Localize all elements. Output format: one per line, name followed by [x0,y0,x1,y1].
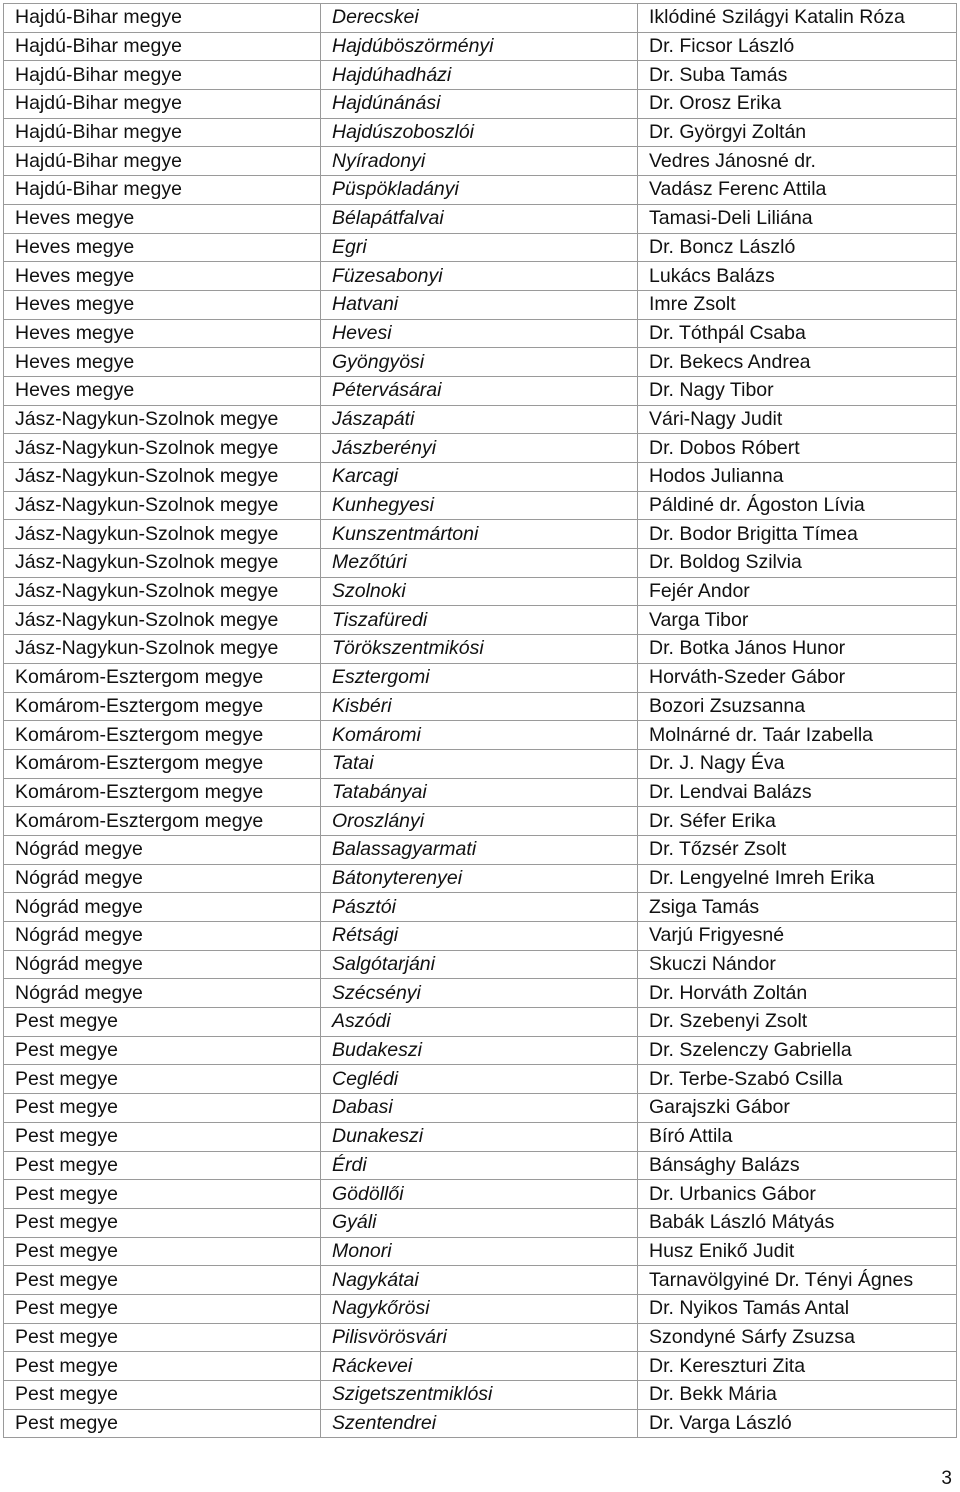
name-cell: Dr. Nagy Tibor [638,376,957,405]
county-cell: Komárom-Esztergom megye [4,721,321,750]
table-row [4,749,957,778]
court-cell: Gyáli [321,1208,638,1237]
table-row [4,1352,957,1381]
name-cell: Varjú Frigyesné [638,922,957,951]
court-cell: Pétervásárai [321,376,638,405]
table-row [4,1151,957,1180]
table-row [4,4,957,33]
court-cell: Oroszlányi [321,807,638,836]
county-cell: Pest megye [4,1036,321,1065]
name-cell: Imre Zsolt [638,290,957,319]
court-cell: Aszódi [321,1008,638,1037]
county-cell: Jász-Nagykun-Szolnok megye [4,549,321,578]
court-roster-table [3,3,957,1438]
court-cell: Hajdúnánási [321,90,638,119]
table-row [4,32,957,61]
court-cell: Bélapátfalvai [321,204,638,233]
court-cell: Monori [321,1237,638,1266]
name-cell: Horváth-Szeder Gábor [638,663,957,692]
name-cell: Molnárné dr. Taár Izabella [638,721,957,750]
name-cell: Dr. Szebenyi Zsolt [638,1008,957,1037]
name-cell: Zsiga Tamás [638,893,957,922]
county-cell: Pest megye [4,1094,321,1123]
county-cell: Jász-Nagykun-Szolnok megye [4,577,321,606]
name-cell: Dr. Lendvai Balázs [638,778,957,807]
county-cell: Hajdú-Bihar megye [4,176,321,205]
county-cell: Pest megye [4,1237,321,1266]
table-row [4,979,957,1008]
county-cell: Nógrád megye [4,950,321,979]
table-row [4,922,957,951]
county-cell: Jász-Nagykun-Szolnok megye [4,606,321,635]
name-cell: Dr. Bodor Brigitta Tímea [638,520,957,549]
name-cell: Dr. Séfer Erika [638,807,957,836]
county-cell: Pest megye [4,1008,321,1037]
court-cell: Gyöngyösi [321,348,638,377]
county-cell: Heves megye [4,290,321,319]
county-cell: Pest megye [4,1294,321,1323]
table-row [4,1065,957,1094]
name-cell: Dr. Botka János Hunor [638,635,957,664]
county-cell: Nógrád megye [4,922,321,951]
table-row [4,635,957,664]
name-cell: Tarnavölgyiné Dr. Tényi Ágnes [638,1266,957,1295]
court-cell: Szécsényi [321,979,638,1008]
name-cell: Dr. Dobos Róbert [638,434,957,463]
county-cell: Jász-Nagykun-Szolnok megye [4,491,321,520]
name-cell: Bíró Attila [638,1122,957,1151]
court-cell: Budakeszi [321,1036,638,1065]
court-cell: Püspökladányi [321,176,638,205]
court-cell: Szolnoki [321,577,638,606]
court-cell: Jászapáti [321,405,638,434]
county-cell: Heves megye [4,262,321,291]
table-row [4,262,957,291]
table-row [4,577,957,606]
county-cell: Jász-Nagykun-Szolnok megye [4,520,321,549]
table-row [4,147,957,176]
county-cell: Jász-Nagykun-Szolnok megye [4,434,321,463]
county-cell: Heves megye [4,376,321,405]
table-row [4,606,957,635]
court-cell: Egri [321,233,638,262]
name-cell: Vári-Nagy Judit [638,405,957,434]
table-row [4,1208,957,1237]
name-cell: Dr. Bekk Mária [638,1381,957,1410]
table-row [4,1381,957,1410]
county-cell: Komárom-Esztergom megye [4,663,321,692]
court-cell: Nagykátai [321,1266,638,1295]
name-cell: Páldiné dr. Ágoston Lívia [638,491,957,520]
table-row [4,405,957,434]
county-cell: Jász-Nagykun-Szolnok megye [4,635,321,664]
table-row [4,376,957,405]
table-row [4,950,957,979]
county-cell: Pest megye [4,1208,321,1237]
name-cell: Dr. Nyikos Tamás Antal [638,1294,957,1323]
county-cell: Jász-Nagykun-Szolnok megye [4,463,321,492]
name-cell: Varga Tibor [638,606,957,635]
court-cell: Nagykőrösi [321,1294,638,1323]
county-cell: Hajdú-Bihar megye [4,118,321,147]
table-row [4,1409,957,1438]
table-row [4,61,957,90]
name-cell: Iklódiné Szilágyi Katalin Róza [638,4,957,33]
name-cell: Vedres Jánosné dr. [638,147,957,176]
county-cell: Nógrád megye [4,864,321,893]
table-row [4,1266,957,1295]
name-cell: Husz Enikő Judit [638,1237,957,1266]
county-cell: Heves megye [4,204,321,233]
name-cell: Szondyné Sárfy Zsuzsa [638,1323,957,1352]
court-cell: Balassagyarmati [321,835,638,864]
county-cell: Nógrád megye [4,893,321,922]
table-row [4,118,957,147]
county-cell: Hajdú-Bihar megye [4,32,321,61]
court-cell: Mezőtúri [321,549,638,578]
court-cell: Pásztói [321,893,638,922]
name-cell: Dr. Horváth Zoltán [638,979,957,1008]
county-cell: Hajdú-Bihar megye [4,90,321,119]
court-cell: Hatvani [321,290,638,319]
court-cell: Pilisvörösvári [321,1323,638,1352]
table-row [4,1237,957,1266]
name-cell: Dr. Szelenczy Gabriella [638,1036,957,1065]
table-row [4,663,957,692]
table-row [4,290,957,319]
court-cell: Bátonyterenyei [321,864,638,893]
court-cell: Tiszafüredi [321,606,638,635]
county-cell: Pest megye [4,1352,321,1381]
court-cell: Hevesi [321,319,638,348]
name-cell: Dr. Kereszturi Zita [638,1352,957,1381]
name-cell: Lukács Balázs [638,262,957,291]
court-cell: Szigetszentmiklósi [321,1381,638,1410]
table-row [4,491,957,520]
court-cell: Derecskei [321,4,638,33]
table-row [4,1094,957,1123]
county-cell: Heves megye [4,233,321,262]
county-cell: Pest megye [4,1180,321,1209]
county-cell: Pest megye [4,1266,321,1295]
name-cell: Dr. Orosz Erika [638,90,957,119]
county-cell: Heves megye [4,348,321,377]
table-row [4,1323,957,1352]
table-row [4,1180,957,1209]
county-cell: Komárom-Esztergom megye [4,778,321,807]
name-cell: Fejér Andor [638,577,957,606]
county-cell: Komárom-Esztergom megye [4,692,321,721]
court-cell: Gödöllői [321,1180,638,1209]
name-cell: Dr. Bekecs Andrea [638,348,957,377]
table-row [4,1008,957,1037]
court-cell: Dunakeszi [321,1122,638,1151]
name-cell: Dr. Lengyelné Imreh Erika [638,864,957,893]
name-cell: Skuczi Nándor [638,950,957,979]
table-row [4,520,957,549]
court-cell: Szentendrei [321,1409,638,1438]
court-cell: Ráckevei [321,1352,638,1381]
name-cell: Bánsághy Balázs [638,1151,957,1180]
name-cell: Dr. Ficsor László [638,32,957,61]
court-cell: Karcagi [321,463,638,492]
court-cell: Ceglédi [321,1065,638,1094]
court-cell: Füzesabonyi [321,262,638,291]
name-cell: Dr. Boncz László [638,233,957,262]
county-cell: Pest megye [4,1065,321,1094]
table-row [4,1036,957,1065]
court-cell: Tatabányai [321,778,638,807]
table-row [4,90,957,119]
name-cell: Dr. Urbanics Gábor [638,1180,957,1209]
name-cell: Dr. Suba Tamás [638,61,957,90]
page-number: 3 [941,1468,952,1489]
county-cell: Nógrád megye [4,835,321,864]
name-cell: Dr. Boldog Szilvia [638,549,957,578]
court-cell: Hajdúhadházi [321,61,638,90]
name-cell: Dr. Tőzsér Zsolt [638,835,957,864]
court-cell: Hajdúszoboszlói [321,118,638,147]
table-row [4,348,957,377]
name-cell: Bozori Zsuzsanna [638,692,957,721]
roster-table-body [4,4,957,1438]
table-row [4,319,957,348]
court-cell: Érdi [321,1151,638,1180]
table-row [4,176,957,205]
court-cell: Rétsági [321,922,638,951]
county-cell: Hajdú-Bihar megye [4,147,321,176]
county-cell: Heves megye [4,319,321,348]
table-row [4,692,957,721]
table-row [4,864,957,893]
county-cell: Nógrád megye [4,979,321,1008]
court-cell: Kunhegyesi [321,491,638,520]
table-row [4,807,957,836]
court-cell: Nyíradonyi [321,147,638,176]
name-cell: Dr. Györgyi Zoltán [638,118,957,147]
court-cell: Komáromi [321,721,638,750]
court-cell: Salgótarjáni [321,950,638,979]
name-cell: Vadász Ferenc Attila [638,176,957,205]
court-cell: Törökszentmikósi [321,635,638,664]
name-cell: Dr. Varga László [638,1409,957,1438]
court-cell: Dabasi [321,1094,638,1123]
county-cell: Komárom-Esztergom megye [4,749,321,778]
court-cell: Hajdúböszörményi [321,32,638,61]
county-cell: Pest megye [4,1381,321,1410]
county-cell: Hajdú-Bihar megye [4,4,321,33]
name-cell: Dr. J. Nagy Éva [638,749,957,778]
table-row [4,463,957,492]
table-row [4,1122,957,1151]
court-cell: Jászberényi [321,434,638,463]
table-row [4,204,957,233]
name-cell: Garajszki Gábor [638,1094,957,1123]
county-cell: Hajdú-Bihar megye [4,61,321,90]
court-cell: Kisbéri [321,692,638,721]
table-row [4,549,957,578]
court-cell: Tatai [321,749,638,778]
county-cell: Pest megye [4,1122,321,1151]
table-row [4,835,957,864]
name-cell: Dr. Terbe-Szabó Csilla [638,1065,957,1094]
county-cell: Pest megye [4,1409,321,1438]
court-cell: Kunszentmártoni [321,520,638,549]
name-cell: Hodos Julianna [638,463,957,492]
county-cell: Pest megye [4,1323,321,1352]
table-row [4,434,957,463]
table-row [4,893,957,922]
court-cell: Esztergomi [321,663,638,692]
name-cell: Tamasi-Deli Liliána [638,204,957,233]
county-cell: Komárom-Esztergom megye [4,807,321,836]
table-row [4,721,957,750]
name-cell: Dr. Tóthpál Csaba [638,319,957,348]
table-row [4,233,957,262]
name-cell: Babák László Mátyás [638,1208,957,1237]
county-cell: Jász-Nagykun-Szolnok megye [4,405,321,434]
county-cell: Pest megye [4,1151,321,1180]
table-row [4,1294,957,1323]
table-row [4,778,957,807]
